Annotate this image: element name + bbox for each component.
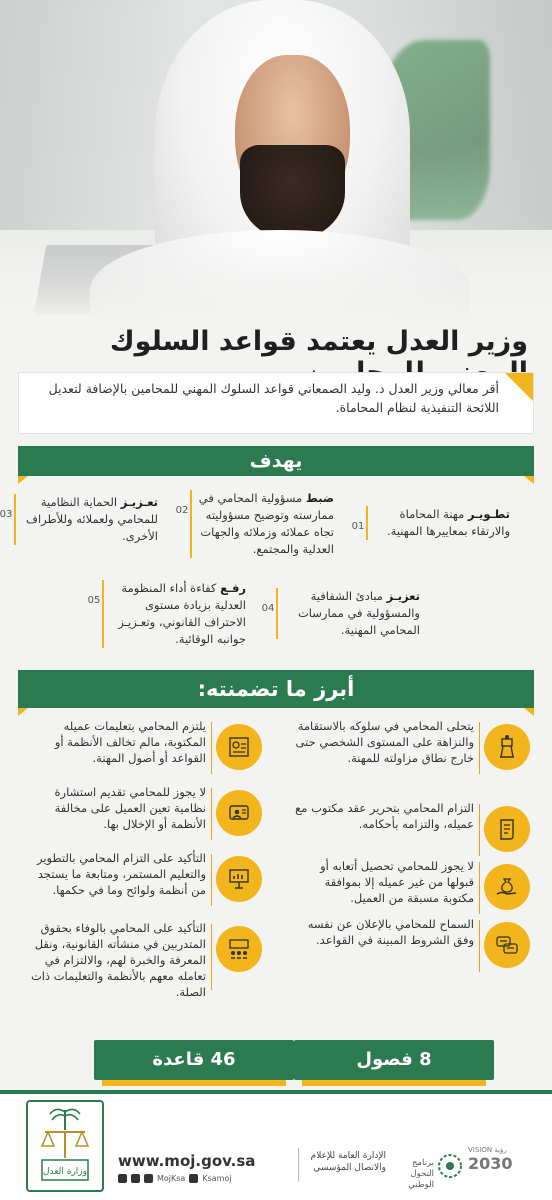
item-divider	[211, 722, 213, 774]
goal-keyword: رفـع	[220, 581, 246, 595]
intro-box	[18, 372, 534, 434]
goal-item	[261, 588, 428, 639]
social-handles	[118, 1174, 232, 1183]
highlights-heading	[18, 670, 534, 708]
highlight-text: يتحلى المحامي في سلوكه بالاستقامة والنزاهة على المستوى الشخصي حتى خارج نطاق مزاولته للمهنة.	[295, 719, 474, 765]
speech-bubbles-icon	[484, 922, 530, 968]
goal-item	[87, 580, 254, 648]
goal-divider	[366, 506, 368, 540]
goal-number: 01	[351, 521, 365, 532]
money-bag-hand-icon	[484, 864, 530, 910]
vision-label: VISION رؤية	[468, 1146, 507, 1154]
document-contract-icon	[216, 724, 262, 770]
intro-text: أقر معالي وزير العدل د. وليد الصمعاني قواعد السلوك المهني للمحامين بالإضافة لتعديل اللائحة التنفيذية لنظام المحاماة.	[48, 381, 499, 415]
goal-keyword: ضبط	[305, 491, 334, 505]
vision-year: 2030	[468, 1154, 513, 1173]
goal-keyword: تطـويـر	[467, 507, 510, 521]
highlight-text: التأكيد على التزام المحامي بالتطوير والتعليم المستمر، ومتابعة ما يستجد من أنظمة ولوائح وما في حكمها.	[37, 851, 206, 897]
presentation-board-icon	[216, 856, 262, 902]
goal-text: الحماية النظامية للمحامي ولعملائه وللأطراف الأخرى.	[26, 495, 158, 543]
youtube-icon[interactable]	[189, 1174, 198, 1183]
stats-row	[18, 1040, 534, 1090]
highlight-text: السماح للمحامي بالإعلان عن نفسه وفق الشروط المبينة في القواعد.	[307, 917, 474, 947]
item-divider	[479, 862, 481, 914]
ribbon-fold-left	[18, 476, 28, 484]
ribbon-fold-left	[18, 708, 28, 716]
vision-2030-logo	[468, 1146, 532, 1186]
program-name: برنامج التحول الوطني	[408, 1158, 434, 1190]
item-divider	[211, 788, 213, 840]
goal-keyword: تعزيـز	[386, 589, 420, 603]
twitter-icon[interactable]	[118, 1174, 127, 1183]
goal-number: 04	[261, 603, 275, 614]
item-divider	[479, 722, 481, 774]
ministry-logo	[26, 1100, 104, 1192]
goal-number: 05	[87, 595, 101, 606]
highlight-item	[26, 718, 262, 782]
goal-number: 03	[0, 509, 13, 520]
goal-divider	[190, 490, 192, 558]
ribbon-fold-right	[524, 708, 534, 716]
goal-text: مبادئ الشفافية والمسؤولية في ممارسات المحامي المهنية.	[297, 589, 420, 637]
highlight-text: يلتزم المحامي بتعليمات عميله المكتوبة، مالم تخالف الأنظمة أو القواعد أو أصول المهنة.	[54, 719, 206, 765]
program-logo-icon	[436, 1152, 464, 1180]
logo-wordmark: وزارة العدل	[43, 1167, 87, 1177]
highlight-text: التزام المحامي بتحرير عقد مكتوب مع عميله، والتزامه بأحكامه.	[295, 801, 474, 831]
department-name: الإدارة العامة للإعلام والاتصال المؤسسي	[310, 1151, 386, 1173]
ribbon-fold-right	[524, 476, 534, 484]
goal-text: مسؤولية المحامي في ممارسته وتوضيح مسؤوليته تجاه عملائه وزملائه والجهات العدلية والمجتمع.	[198, 491, 334, 556]
item-divider	[479, 920, 481, 972]
goal-text: مهنة المحاماة والارتقاء بمعاييرها المهنية.	[387, 507, 510, 538]
goal-text: كفاءة أداء المنظومة العدلية بزيادة مستوى الاحتراف القانوني، وتعـزيـز جوانبه الوقائية.	[118, 581, 246, 646]
trainees-icon	[216, 926, 262, 972]
handle-ksamoj[interactable]: Ksamoj	[202, 1174, 232, 1183]
goals-heading-label: يهدف	[249, 450, 303, 472]
footer-separator	[298, 1148, 299, 1182]
linkedin-icon[interactable]	[144, 1174, 153, 1183]
goal-item	[175, 490, 342, 558]
highlight-item	[26, 920, 262, 1000]
hero-photo	[0, 0, 552, 320]
highlight-item	[294, 800, 530, 864]
highlight-text: لا يجوز للمحامي تحصيل أتعابه أو قبولها من غير عميله إلا بموافقة مكتوبة مسبقة من العميل.	[320, 859, 474, 905]
item-divider	[479, 804, 481, 856]
website-link[interactable]: www.moj.gov.sa	[118, 1152, 256, 1170]
highlight-text: لا يجوز للمحامي تقديم استشارة نظامية تعين العميل على مخالفة الأنظمة أو الإخلال بها.	[54, 785, 206, 831]
goal-number: 02	[175, 505, 189, 516]
beard	[240, 145, 345, 240]
lectern-icon	[484, 724, 530, 770]
goal-item	[0, 494, 166, 545]
goal-divider	[14, 494, 16, 545]
consultation-icon	[216, 790, 262, 836]
handle-mojksa[interactable]: MojKsa	[157, 1174, 186, 1183]
goal-divider	[102, 580, 104, 648]
corner-accent	[505, 373, 533, 401]
goal-item	[351, 506, 518, 540]
chapters-count: 8 فصول	[294, 1040, 494, 1080]
highlight-item	[294, 916, 530, 980]
rules-count: 46 قاعدة	[94, 1040, 294, 1080]
item-divider	[211, 924, 213, 990]
instagram-icon[interactable]	[131, 1174, 140, 1183]
goal-keyword: تعـزيـز	[120, 495, 158, 509]
goal-divider	[276, 588, 278, 639]
highlight-item	[294, 718, 530, 782]
goals-heading	[18, 446, 534, 476]
photo-fade	[0, 240, 552, 320]
scroll-icon	[484, 806, 530, 852]
item-divider	[211, 854, 213, 906]
highlight-item	[26, 850, 262, 914]
highlights-heading-label: أبرز ما تضمنته:	[197, 677, 355, 701]
highlight-item	[26, 784, 262, 848]
footer-divider	[0, 1090, 552, 1094]
page-title: وزير العدل يعتمد قواعد السلوك	[109, 326, 528, 357]
highlight-item	[294, 858, 530, 922]
highlight-text: التأكيد على المحامي بالوفاء بحقوق المتدربين في منشأته القانونية، ونقل المعرفة والخبرة لهم، والالتزام في تعامله معهم بالأنظمة والتعليمات ذات الصلة.	[30, 921, 206, 999]
